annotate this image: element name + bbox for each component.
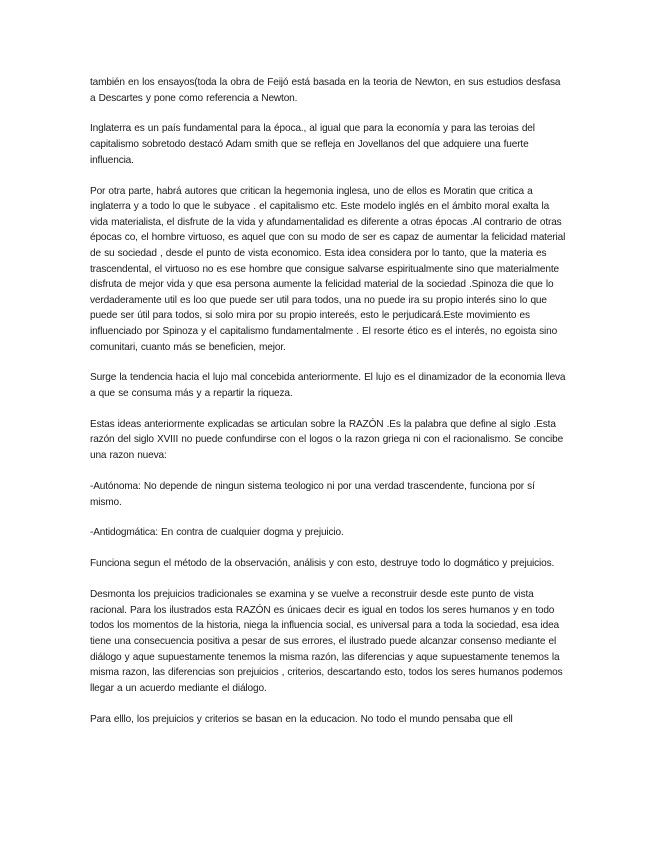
paragraph: -Antidogmática: En contra de cualquier dogma y prejuicio. xyxy=(90,527,344,539)
paragraph: también en los ensayos(toda la obra de Feijó está basada en la teoria de Newton, en sus estudios desfasa a Descartes y pone como referencia a Newton. xyxy=(90,77,561,104)
paragraph: -Autónoma: No depende de ningun sistema teologico ni por una verdad trascendente, funciona por sí mismo. xyxy=(90,480,535,508)
paragraph: Desmonta los prejuicios tradicionales se examina y se vuelve a reconstruir desde este punto de vista racional. Para los ilustrados esta RAZÓN es únicaes decir es igual en todos los seres humanos y en todo todos los momentos de la historia, niega la influencia social, es universal para a toda la sociedad, esa idea tiene una consecuencia positiva a pesar de sus errores, el ilustrado puede alcanzar consenso mediante el diálogo y aque supuestamente tenemos la misma razón, las diferencias y aque supuestamente tenemos la misma razon, las diferencias son prejuicios , criterios, descartando esto, todos los seres humanos podemos llegar a un acuerdo mediante el diálogo. xyxy=(90,589,563,694)
paragraph: Surge la tendencia hacia el lujo mal concebida anteriormente. El lujo es el dinamizador de la economia lleva a que se consuma más y a repartir la riqueza. xyxy=(90,372,566,399)
paragraph: Estas ideas anteriormente explicadas se articulan sobre la RAZÓN .Es la palabra que define al siglo .Esta razón del siglo XVIII no puede confundirse con el logos o la razon griega ni con el racionalismo. Se concibe una razon nueva: xyxy=(90,418,564,462)
paragraph: Para elllo, los prejuicios y criterios se basan en la educacion. No todo el mundo pensaba que ell xyxy=(90,713,513,725)
paragraph: Por otra parte, habrá autores que critican la hegemonia inglesa, uno de ellos es Moratin que critica a inglaterra y a todo lo que le subyace . el capitalismo etc. Este modelo inglés en el ámbito moral exalta la vida materialista, el disfrute de la vida y afundamentalidad es diferente a otras épocas .Al contrario de otras épocas co, el hombre virtuoso, es aquel que con su modo de ser es capaz de aumentar la felicidad material de su sociedad , desde el punto de vista economico. Esta idea considera por lo tanto, que la materia es trascendental, el virtuoso no es ese hombre que consigue salvarse espiritualmente sino que materialmente disfruta de mejor vida y que esa persona aumente la felicidad material de la sociedad .Spinoza die que lo verdaderamente util es loo que puede ser util para todos, una no puede ira su propio interés sino lo que puede ser útil para todos, si solo mira por su propio intereés, esto le perjudicará.Este movimiento es influenciado por Spinoza y el capitalismo fundamentalmente . El resorte ético es el interés, no egoista sino comunitari, cuanto más se beneficien, mejor. xyxy=(90,185,566,353)
document-body xyxy=(90,75,568,743)
paragraph: Inglaterra es un país fundamental para la época., al igual que para la economía y para las teroias del capitalismo sobretodo destacó Adam smith que se refleja en Jovellanos del que adquiere una fuerte influencia. xyxy=(90,123,535,166)
paragraph: Funciona segun el método de la observación, análisis y con esto, destruye todo lo dogmático y prejuicios. xyxy=(90,558,555,570)
